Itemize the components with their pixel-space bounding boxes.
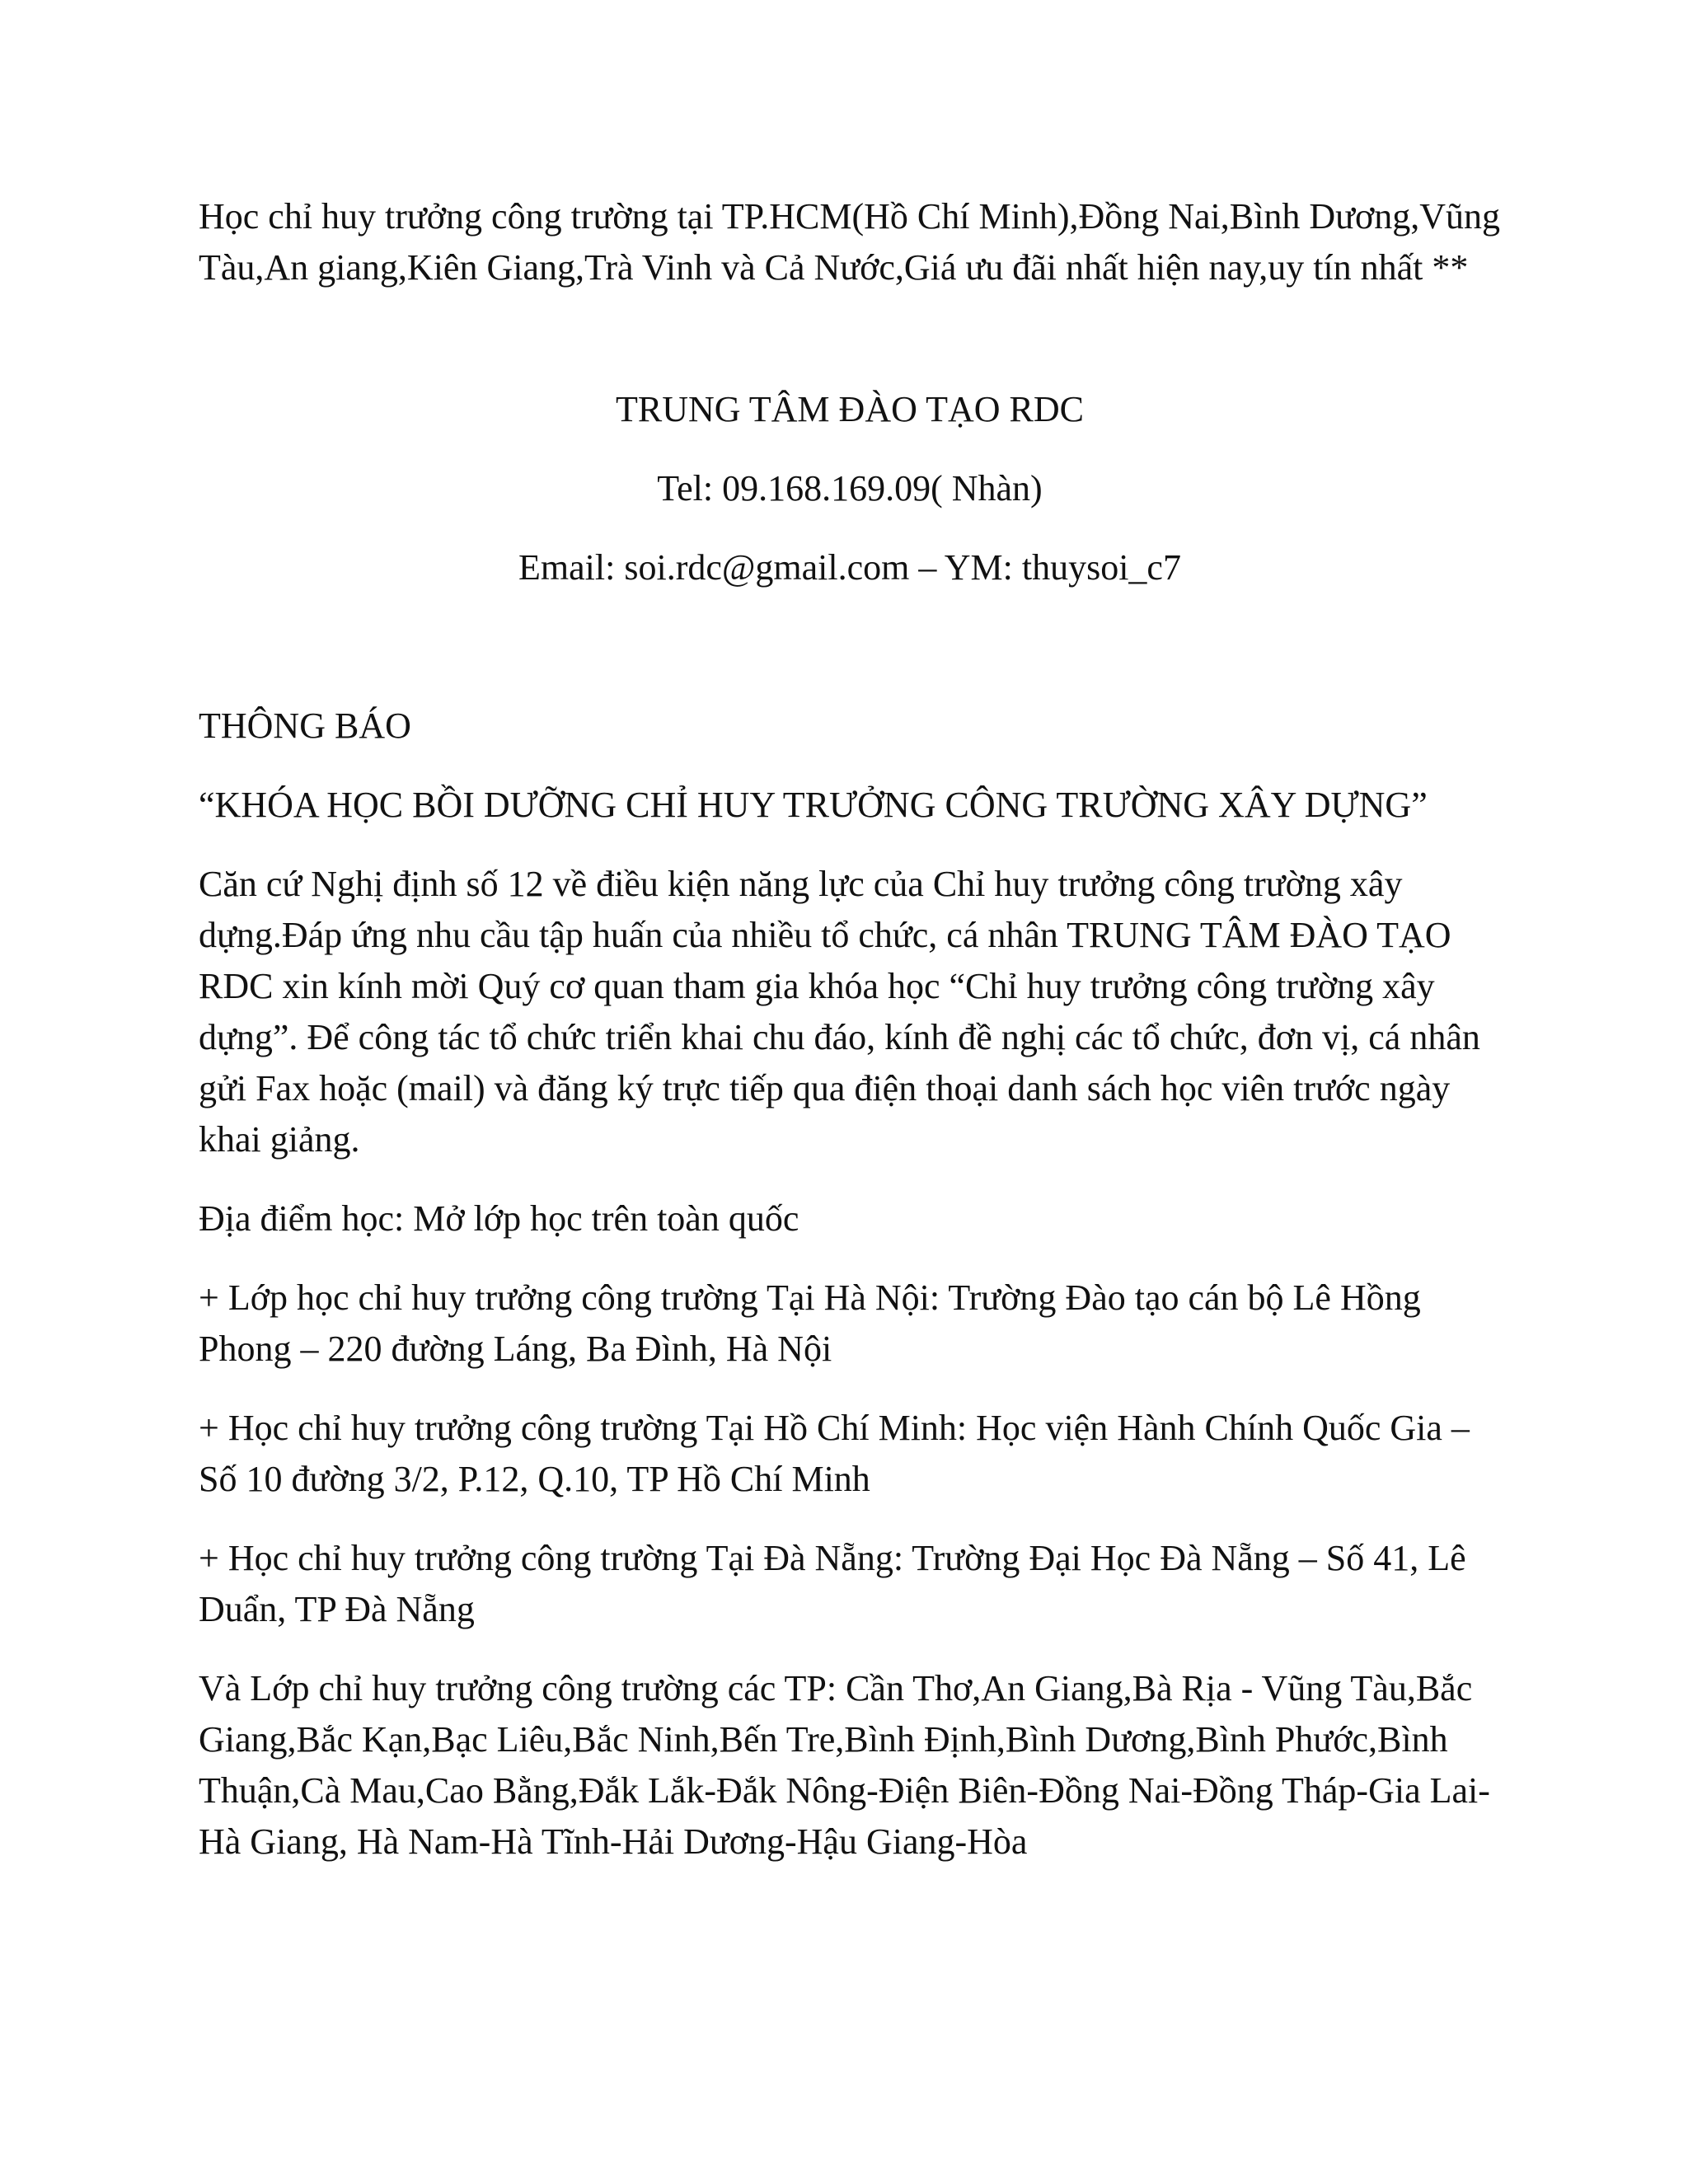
course-title: “KHÓA HỌC BỒI DƯỠNG CHỈ HUY TRƯỞNG CÔNG TRƯỜNG XÂY DỰNG” <box>199 785 1428 825</box>
notice-heading: THÔNG BÁO <box>199 705 411 746</box>
center-contact: Email: soi.rdc@gmail.com – YM: thuysoi_c7 <box>518 547 1181 588</box>
location-item: + Học chỉ huy trưởng công trường Tại Hồ Chí Minh: Học viện Hành Chính Quốc Gia – Số 10 đường 3/2, P.12, Q.10, TP Hồ Chí Minh <box>199 1408 1470 1499</box>
intro-paragraph: Học chỉ huy trưởng công trường tại TP.HCM(Hồ Chí Minh),Đồng Nai,Bình Dương,Vũng Tàu,An giang,Kiên Giang,Trà Vinh và Cả Nước,Giá ưu đãi nhất hiện nay,uy tín nhất ** <box>199 196 1501 288</box>
location-item: + Học chỉ huy trưởng công trường Tại Đà Nẵng: Trường Đại Học Đà Nẵng – Số 41, Lê Duẩn, TP Đà Nẵng <box>199 1538 1466 1629</box>
location-item: + Lớp học chỉ huy trưởng công trường Tại Hà Nội: Trường Đào tạo cán bộ Lê Hồng Phong – 220 đường Láng, Ba Đình, Hà Nội <box>199 1277 1421 1369</box>
cities-paragraph: Và Lớp chỉ huy trưởng công trường các TP: Cần Thơ,An Giang,Bà Rịa - Vũng Tàu,Bắc Giang,Bắc Kạn,Bạc Liêu,Bắc Ninh,Bến Tre,Bình Định,Bình Dương,Bình Phước,Bình Thuận,Cà Mau,Cao Bằng,Đắk Lắk-Đắk Nông-Điện Biên-Đồng Nai-Đồng Tháp-Gia Lai-Hà Giang, Hà Nam-Hà Tĩnh-Hải Dương-Hậu Giang-Hòa <box>199 1668 1490 1862</box>
location-heading: Địa điểm học: Mở lớp học trên toàn quốc <box>199 1198 799 1239</box>
document-page <box>199 191 1501 1868</box>
center-tel: Tel: 09.168.169.09( Nhàn) <box>657 468 1043 509</box>
center-name: TRUNG TÂM ĐÀO TẠO RDC <box>616 389 1084 429</box>
body-paragraph: Căn cứ Nghị định số 12 về điều kiện năng lực của Chỉ huy trưởng công trường xây dựng.Đáp ứng nhu cầu tập huấn của nhiều tổ chức, cá nhân TRUNG TÂM ĐÀO TẠO RDC xin kính mời Quý cơ quan tham gia khóa học “Chỉ huy trưởng công trường xây dựng”. Để công tác tổ chức triển khai chu đáo, kính đề nghị các tổ chức, đơn vị, cá nhân gửi Fax hoặc (mail) và đăng ký trực tiếp qua điện thoại danh sách học viên trước ngày khai giảng. <box>199 864 1480 1160</box>
